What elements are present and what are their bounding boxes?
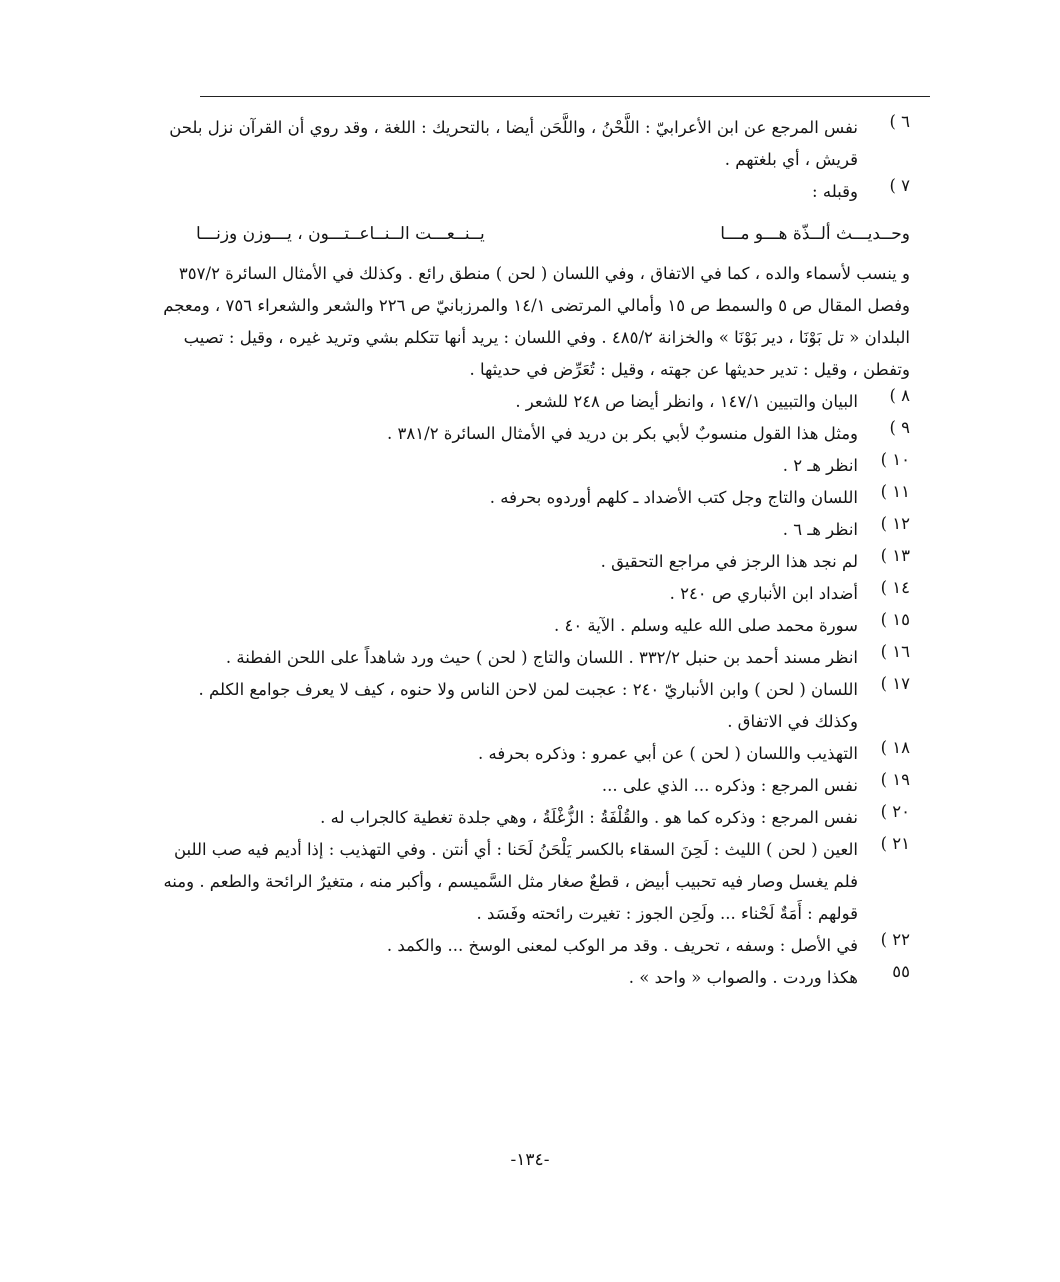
footnote-7: [196, 176, 910, 208]
paragraph-line: البلدان « تل بَوْنَا ، دير بَوْنَا » والخزانة ٤٨٥/٢ . وفي اللسان : يريد أنها تتكلم بشي وتريد غيره ، وقيل : تصيب: [183, 328, 910, 347]
footnote-number: ١٥ ): [880, 610, 910, 629]
footnote-number: ١٣ ): [880, 546, 910, 565]
footnote-number: ١٦ ): [880, 642, 910, 661]
page-number: [0, 1150, 1060, 1170]
footnote-text: هكذا وردت . والصواب « واحد » .: [628, 968, 858, 987]
footnote-15: [196, 610, 910, 642]
footnote-22: [196, 930, 910, 962]
footnote-text: لم نجد هذا الرجز في مراجع التحقيق .: [600, 552, 858, 571]
footnote-text: اللسان والتاج وجل كتب الأضداد ـ كلهم أوردوه بحرفه .: [489, 488, 858, 507]
footnote-text: التهذيب واللسان ( لحن ) عن أبي عمرو : وذكره بحرفه .: [478, 744, 858, 763]
footnote-6: [169, 112, 910, 176]
footnote-17: [196, 674, 910, 738]
footnote-text: وقبله :: [812, 182, 858, 201]
poetry-verse: [196, 216, 910, 252]
footnote-9: [196, 418, 910, 450]
footnote-text: انظر هـ ٦ .: [782, 520, 858, 539]
footnote-16: [196, 642, 910, 674]
footnote-number: ٢٢ ): [880, 930, 910, 949]
footnote-number: ١٨ ): [880, 738, 910, 757]
verse-first-hemistich: وحــديـــث ألــذّة هـــو مـــا: [720, 224, 910, 244]
footnote-number: ١٤ ): [880, 578, 910, 597]
paragraph-line: وفصل المقال ص ٥ والسمط ص ١٥ وأمالي المرتضى ١٤/١ والمرزبانيّ ص ٢٢٦ والشعر والشعراء ٧٥٦ ، ومعجم: [163, 296, 910, 315]
footnote-text: نفس المرجع عن ابن الأعرابيّ : اللَّحْنُ ، واللَّحَن أيضا ، بالتحريك : اللغة ، وقد روي أن القرآن نزل بلحن: [169, 118, 858, 137]
footnote-number: ٨ ): [889, 386, 910, 405]
footnote-13: [196, 546, 910, 578]
footnote-text: قولهم : أَمَةٌ لَحْناء ... ولَحِن الجوز : تغيرت رائحته وفَسَد .: [476, 904, 858, 923]
footnote-text: اللسان ( لحن ) وابن الأنباريّ ٢٤٠ : عجبت لمن لاحن الناس ولا حنوه ، كيف لا يعرف جوامع الكلم .: [198, 680, 858, 699]
page-number-text: -١٣٤-: [510, 1150, 550, 1170]
footnote-text: فلم يغسل وصار فيه تحبيب أبيض ، قطعٌ صغار مثل السَّميسم ، وأكبر منه ، متغيرٌ الرائحة والطعم . ومنه: [163, 872, 858, 891]
footnote-text: انظر هـ ٢ .: [782, 456, 858, 475]
footnote-text: البيان والتبيين ١٤٧/١ ، وانظر أيضا ص ٢٤٨ للشعر .: [515, 392, 858, 411]
paragraph-line: وتفطن ، وقيل : تدير حديثها عن جهته ، وقيل : تُعَرِّض في حديثها .: [469, 360, 910, 379]
footnote-text: قريش ، أي بلغتهم .: [724, 150, 858, 169]
footnote-number: ٢١ ): [880, 834, 910, 853]
footnote-8: [196, 386, 910, 418]
footnote-text: ومثل هذا القول منسوبٌ لأبي بكر بن دريد في الأمثال السائرة ٣٨١/٢ .: [387, 424, 858, 443]
footnote-number: ٩ ): [889, 418, 910, 437]
footnote-text: العين ( لحن ) الليث : لَحِنَ السقاء بالكسر يَلْحَنُ لَحَنا : أي أنتن . وفي التهذيب : إذا أديم فيه صب اللبن: [173, 840, 858, 859]
footnote-text: وكذلك في الاتفاق .: [727, 712, 858, 731]
footnote-20: [196, 802, 910, 834]
footnote-14: [196, 578, 910, 610]
footnotes-section: [163, 112, 910, 994]
footnote-number: ٥٥: [892, 962, 910, 981]
paragraph-line: و ينسب لأسماء والده ، كما في الاتفاق ، وفي اللسان ( لحن ) منطق رائع . وكذلك في الأمثال السائرة ٣٥٧/٢: [178, 264, 910, 283]
verse-second-hemistich: يــنــعـــت الــنــاعــتـــون ، يـــوزن وزنـــا: [196, 224, 485, 244]
footnote-number: ١٠ ): [880, 450, 910, 469]
footnote-text: نفس المرجع : وذكره ... الذي على ...: [601, 776, 858, 795]
footnote-separator-rule: [200, 96, 930, 97]
footnote-number: ٧ ): [889, 176, 910, 195]
footnote-11: [196, 482, 910, 514]
footnote-21: [163, 834, 910, 930]
footnote-18: [196, 738, 910, 770]
footnote-12: [196, 514, 910, 546]
footnote-text: أضداد ابن الأنباري ص ٢٤٠ .: [669, 584, 858, 603]
footnote-text: نفس المرجع : وذكره كما هو . والقُلْفَةُ : الزُّغْلَةُ ، وهي جلدة تغطية كالجراب له .: [320, 808, 858, 827]
footnote-number: ١٩ ): [880, 770, 910, 789]
footnote-number: ٢٠ ): [880, 802, 910, 821]
footnote-extra: [196, 962, 910, 994]
footnote-number: ١٢ ): [880, 514, 910, 533]
footnote-10: [196, 450, 910, 482]
footnote-19: [196, 770, 910, 802]
footnote-text: انظر مسند أحمد بن حنبل ٣٣٢/٢ . اللسان والتاج ( لحن ) حيث ورد شاهداً على اللحن الفطنة .: [225, 648, 858, 667]
footnote-number: ١٧ ): [880, 674, 910, 693]
footnote-number: ٦ ): [889, 112, 910, 131]
footnote-text: سورة محمد صلى الله عليه وسلم . الآية ٤٠ .: [553, 616, 858, 635]
footnote-text: في الأصل : وسفه ، تحريف . وقد مر الوكب لمعنى الوسخ ... والكمد .: [386, 936, 858, 955]
footnote-number: ١١ ): [880, 482, 910, 501]
